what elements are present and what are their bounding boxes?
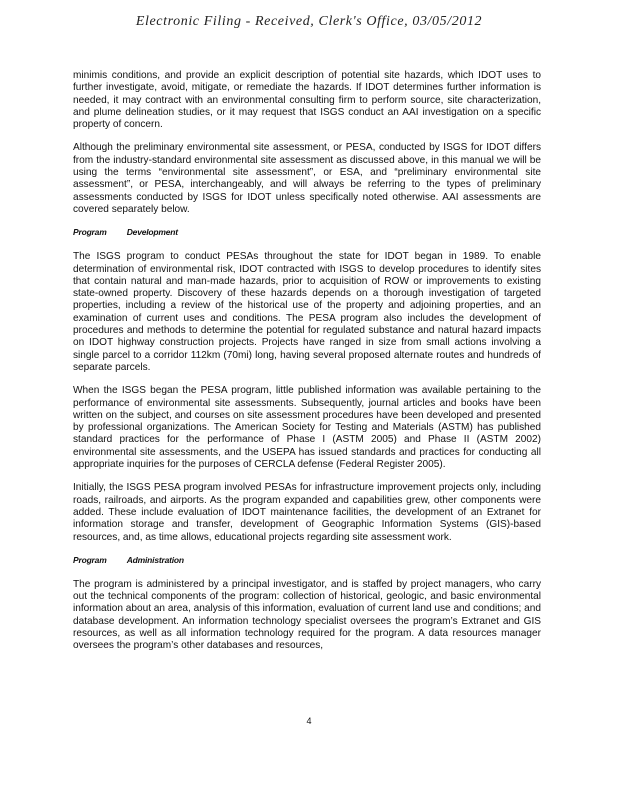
paragraph-pesa-definition: Although the preliminary environmental site assessment, or PESA, conducted by ISGS for IDOT differs from the industry-standard environmental site assessment as discussed above, in this manual we will be using the terms “environmental site assessment”, or ESA, and “preliminary environmental site assessment”, or PESA, interchangeably, and will always be referring to the types of preliminary assessments conducted by ISGS for IDOT unless specifically noted otherwise. AAI assessments are covered separately below.	[73, 142, 541, 215]
document-body	[73, 70, 541, 664]
heading-word: Development	[126, 227, 178, 238]
page-number: 4	[306, 716, 312, 726]
section-heading-program-development	[73, 227, 541, 238]
paragraph-published-standards: When the ISGS began the PESA program, little published information was available pertaining to the performance of environmental site assessments. Subsequently, journal articles and books have been written on the subject, and courses on site assessment procedures have been developed and presented by professional organizations. The American Society for Testing and Materials (ASTM) has published standard practices for the performance of Phase I (ASTM 2005) and Phase II (ASTM 2002) environmental site assessments, and the USEPA has issued standards and practices for conducting all appropriate inquiries for the purposes of CERCLA defense (Federal Register 2005).	[73, 385, 541, 471]
paragraph-intro-continued: minimis conditions, and provide an explicit description of potential site hazards, which IDOT uses to further investigate, avoid, mitigate, or remediate the hazards. If IDOT determines further information is needed, it may contract with an environmental consulting firm to perform source, site characterization, and plume delineation studies, or it may request that ISGS conduct an AAI investigation on a specific property of concern.	[73, 70, 541, 131]
section-heading-program-administration	[73, 555, 541, 566]
heading-word: Program	[73, 227, 107, 238]
electronic-filing-stamp: Electronic Filing - Received, Clerk's Office, 03/05/2012	[135, 14, 483, 29]
paragraph-program-staffing: The program is administered by a principal investigator, and is staffed by project managers, who carry out the technical components of the program: collection of historical, geologic, and basic environmental information about an area, analysis of this information, evaluation of current land use and conditions; and database development. An information technology specialist oversees the program’s Extranet and GIS resources, as well as all information technology required for the program. A data resources manager oversees the program’s other databases and resources,	[73, 578, 541, 652]
heading-word: Administration	[126, 554, 184, 565]
paragraph-program-history: The ISGS program to conduct PESAs throughout the state for IDOT began in 1989. To enable determination of environmental risk, IDOT contracted with ISGS to develop procedures to identify sites that contain natural and man-made hazards, prior to acquisition of ROW or improvements to existing state-owned property. Discovery of these hazards depends on a thorough investigation of targeted properties, including a review of the historical use of the property and adjoining properties, and an examination of current uses and conditions. The PESA program also includes the development of procedures and methods to determine the potential for regulated substance and natural hazard impacts on IDOT highway construction projects. Projects have ranged in size from small actions involving a single parcel to a corridor 112km (70mi) long, having several proposed alternate routes and hundreds of separate parcels.	[73, 251, 541, 373]
paragraph-program-expansion: Initially, the ISGS PESA program involved PESAs for infrastructure improvement projects only, including roads, railroads, and airports. As the program expanded and capabilities grew, other components were added. These include evaluation of IDOT maintenance facilities, the development of an Extranet for information storage and transfer, development of Geographic Information Systems (GIS)-based resources, and, as time allows, educational projects regarding site assessment work.	[73, 482, 541, 543]
heading-word: Program	[73, 554, 107, 565]
